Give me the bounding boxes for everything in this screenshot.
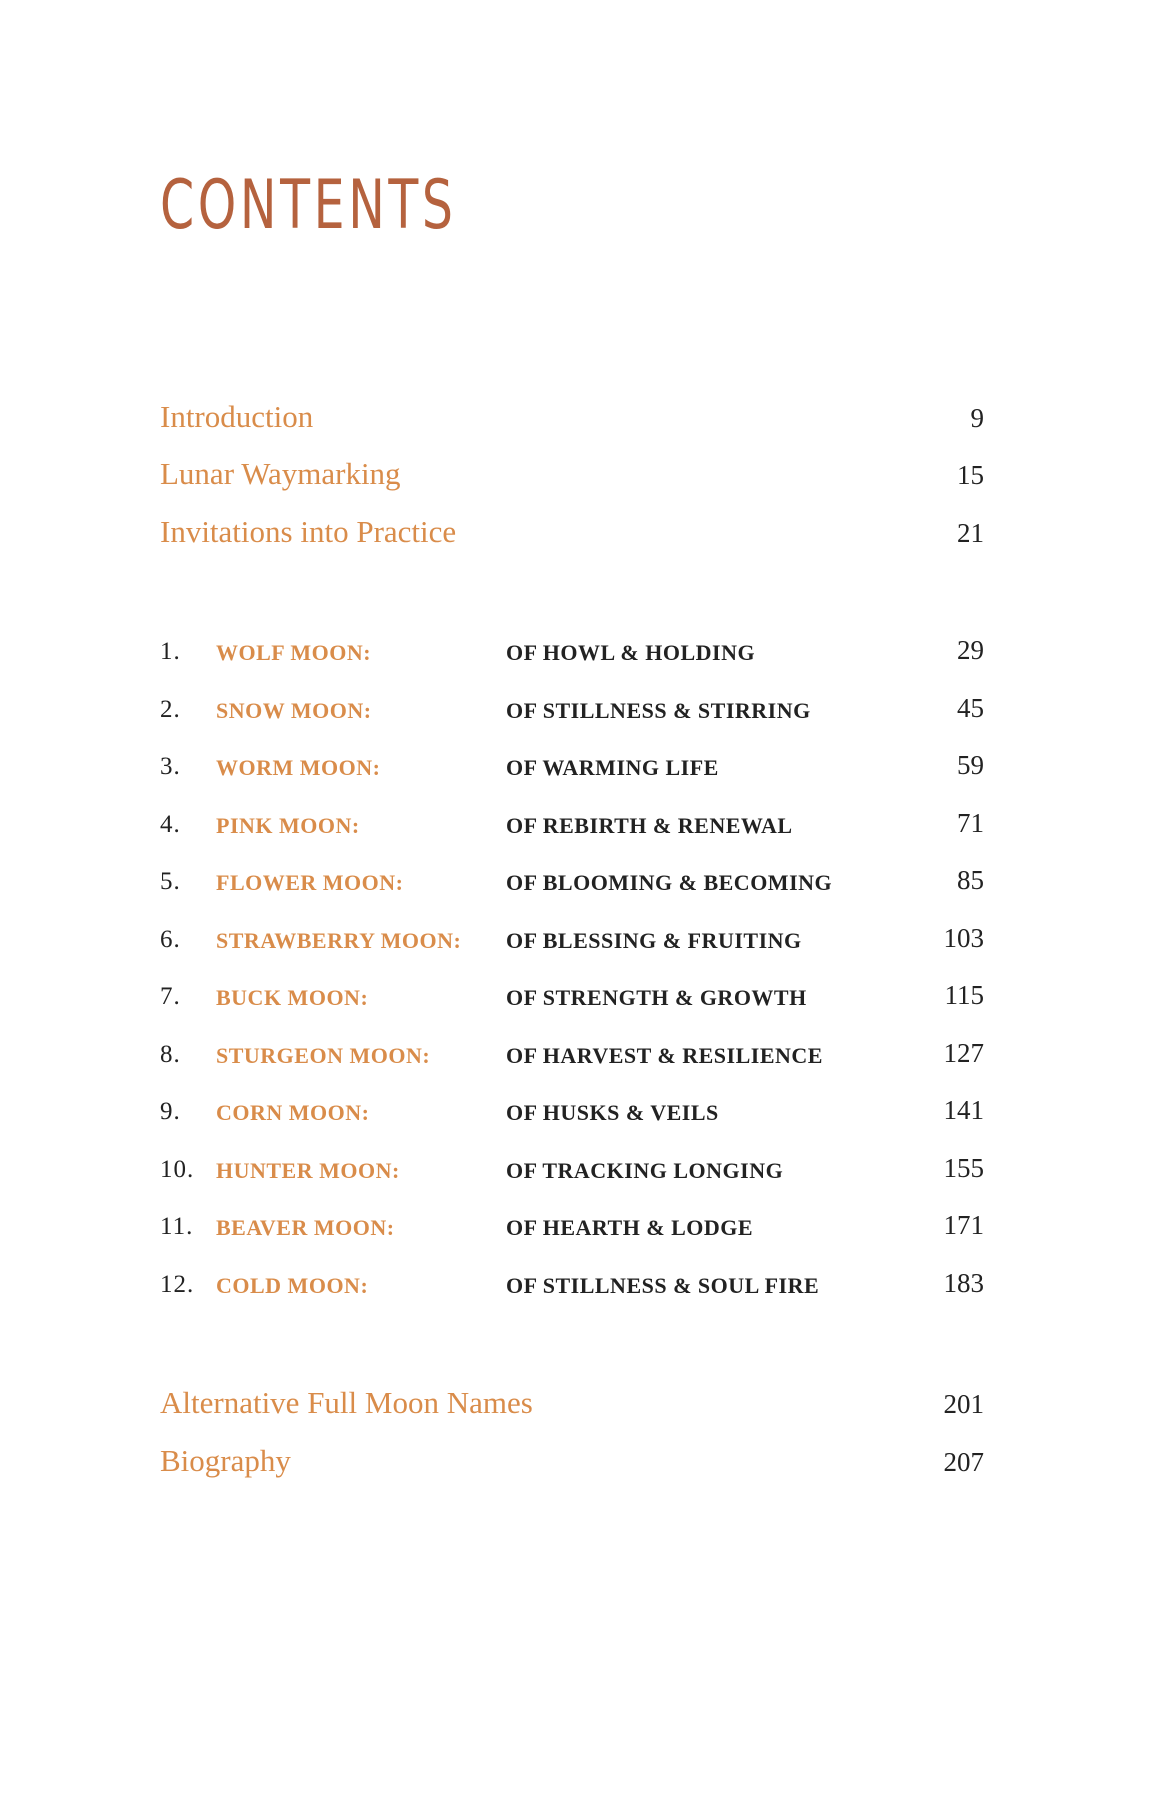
chapter-entry-flower-moon[interactable] — [160, 858, 984, 898]
toc-entry-page: 207 — [943, 1447, 984, 1477]
toc-entry-introduction[interactable] — [160, 396, 984, 436]
toc-entry-lunar-waymarking[interactable] — [160, 453, 984, 493]
chapter-entry-corn-moon[interactable] — [160, 1088, 984, 1128]
toc-entry-label: Alternative Full Moon Names — [160, 1385, 533, 1420]
chapter-number: 11. — [160, 1213, 194, 1240]
chapter-page: 29 — [957, 635, 984, 665]
chapter-subtitle: OF TRACKING LONGING — [506, 1158, 784, 1183]
page-title: CONTENTS — [160, 166, 457, 245]
toc-entry-alternative-full-moon-names[interactable] — [160, 1382, 984, 1422]
toc-entry-page: 201 — [943, 1389, 984, 1419]
chapter-moon-name: BEAVER MOON: — [216, 1215, 395, 1240]
chapter-entry-snow-moon[interactable] — [160, 686, 984, 726]
chapter-moon-name: BUCK MOON: — [216, 985, 369, 1010]
chapter-subtitle: OF STILLNESS & SOUL FIRE — [506, 1273, 820, 1298]
chapter-moon-name: WOLF MOON: — [216, 640, 372, 665]
chapter-number: 5. — [160, 868, 181, 895]
chapter-page: 45 — [957, 693, 984, 723]
chapter-number: 4. — [160, 811, 181, 838]
chapter-page: 115 — [944, 980, 984, 1010]
chapter-subtitle: OF BLOOMING & BECOMING — [506, 870, 833, 895]
chapter-page: 103 — [943, 923, 984, 953]
chapter-number: 2. — [160, 696, 181, 723]
toc-entry-page: 21 — [957, 518, 984, 548]
toc-entry-invitations-into-practice[interactable] — [160, 511, 984, 551]
toc-entry-label: Biography — [160, 1443, 291, 1478]
chapter-subtitle: OF HOWL & HOLDING — [506, 640, 756, 665]
toc-entry-biography[interactable] — [160, 1440, 984, 1480]
chapter-moon-name: CORN MOON: — [216, 1100, 370, 1125]
chapter-number: 8. — [160, 1041, 181, 1068]
chapter-subtitle: OF WARMING LIFE — [506, 755, 719, 780]
chapter-page: 85 — [957, 865, 984, 895]
chapter-entry-strawberry-moon[interactable] — [160, 916, 984, 956]
chapter-page: 141 — [943, 1095, 984, 1125]
chapter-number: 7. — [160, 983, 181, 1010]
chapter-entry-cold-moon[interactable] — [160, 1261, 984, 1301]
chapter-number: 1. — [160, 638, 181, 665]
chapter-moon-name: WORM MOON: — [216, 755, 381, 780]
chapter-subtitle: OF HARVEST & RESILIENCE — [506, 1043, 823, 1068]
chapter-subtitle: OF HEARTH & LODGE — [506, 1215, 754, 1240]
chapter-entry-beaver-moon[interactable] — [160, 1203, 984, 1243]
chapter-number: 10. — [160, 1156, 195, 1183]
chapter-subtitle: OF HUSKS & VEILS — [506, 1100, 719, 1125]
chapter-entry-hunter-moon[interactable] — [160, 1146, 984, 1186]
chapter-number: 9. — [160, 1098, 181, 1125]
chapter-moon-name: HUNTER MOON: — [216, 1158, 400, 1183]
chapter-moon-name: FLOWER MOON: — [216, 870, 404, 895]
chapter-entry-buck-moon[interactable] — [160, 973, 984, 1013]
chapter-moon-name: SNOW MOON: — [216, 698, 372, 723]
chapter-page: 71 — [957, 808, 984, 838]
chapter-page: 183 — [943, 1268, 984, 1298]
chapter-moon-name: STRAWBERRY MOON: — [216, 928, 462, 953]
chapter-subtitle: OF STILLNESS & STIRRING — [506, 698, 811, 723]
toc-entry-page: 15 — [957, 460, 984, 490]
toc-entry-label: Lunar Waymarking — [160, 456, 401, 491]
chapter-page: 59 — [957, 750, 984, 780]
chapter-page: 171 — [943, 1210, 984, 1240]
chapter-moon-name: PINK MOON: — [216, 813, 360, 838]
toc-entry-page: 9 — [970, 403, 984, 433]
chapter-number: 6. — [160, 926, 181, 953]
chapter-subtitle: OF STRENGTH & GROWTH — [506, 985, 807, 1010]
chapter-number: 3. — [160, 753, 181, 780]
chapter-moon-name: STURGEON MOON: — [216, 1043, 431, 1068]
toc-entry-label: Introduction — [160, 399, 314, 434]
toc-entry-label: Invitations into Practice — [160, 514, 457, 549]
chapter-entry-wolf-moon[interactable] — [160, 628, 984, 668]
chapter-subtitle: OF REBIRTH & RENEWAL — [506, 813, 793, 838]
chapter-moon-name: COLD MOON: — [216, 1273, 369, 1298]
chapter-entry-pink-moon[interactable] — [160, 801, 984, 841]
chapter-entry-worm-moon[interactable] — [160, 743, 984, 783]
chapter-page: 127 — [943, 1038, 984, 1068]
chapter-subtitle: OF BLESSING & FRUITING — [506, 928, 802, 953]
chapter-number: 12. — [160, 1271, 195, 1298]
chapter-page: 155 — [943, 1153, 984, 1183]
chapter-entry-sturgeon-moon[interactable] — [160, 1031, 984, 1071]
